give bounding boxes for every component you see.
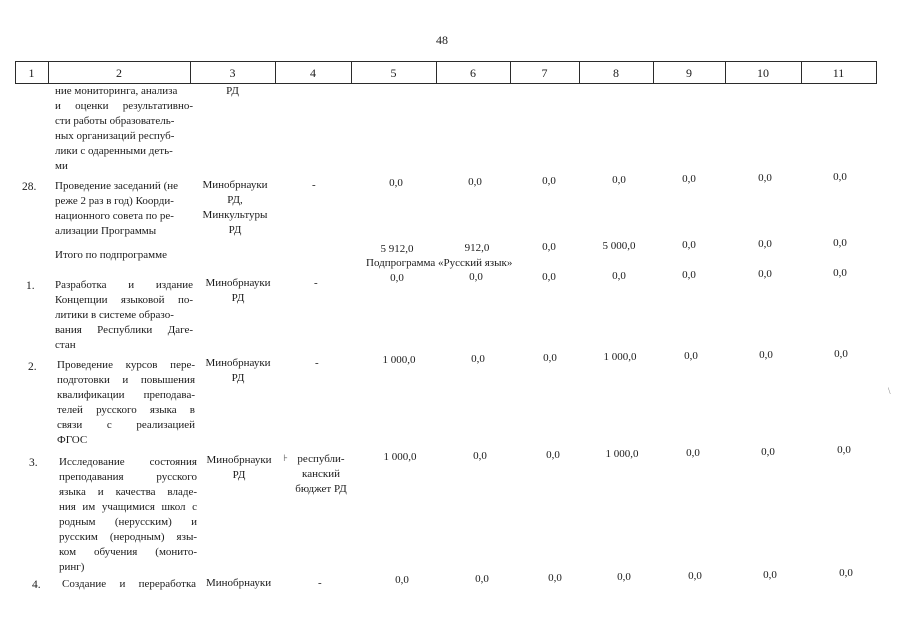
- executor-line: Минобрнауки: [205, 357, 271, 369]
- executor-line: РД,: [227, 194, 243, 206]
- header-top-rule: [15, 61, 877, 62]
- source-cell: -: [318, 577, 322, 589]
- description-line: подготовки и повышения: [57, 374, 195, 386]
- row-description: [57, 358, 195, 448]
- description-line: Проведение заседаний (не: [55, 180, 178, 192]
- description-line: ние мониторинга, анализа: [55, 85, 178, 97]
- value-cell: 0,0: [686, 447, 700, 459]
- description-line: ализации Программы: [55, 225, 157, 237]
- row-number: 28.: [22, 181, 37, 193]
- value-cell: 5 000,0: [602, 240, 636, 252]
- executor-line: РД: [232, 469, 246, 481]
- value-cell: 0,0: [543, 352, 557, 364]
- description-line: квалификации преподава-: [57, 389, 195, 401]
- row-executor: Минобрнауки: [206, 577, 272, 589]
- value-cell: 0,0: [833, 171, 847, 183]
- value-cell: 0,0: [758, 268, 772, 280]
- subprogram-heading: Подпрограмма «Русский язык»: [366, 257, 513, 269]
- value-cell: 0,0: [839, 567, 853, 579]
- row-number: 3.: [29, 457, 38, 469]
- column-header: 1: [28, 66, 35, 80]
- value-cell: 0,0: [612, 270, 626, 282]
- value-cell: 0,0: [682, 173, 696, 185]
- row-description: Создание и переработка: [62, 578, 196, 590]
- row-executor: [199, 453, 279, 483]
- column-header: 4: [310, 66, 316, 80]
- value-cell: 0,0: [761, 446, 775, 458]
- description-line: ми: [55, 160, 68, 172]
- row-number: 2.: [28, 361, 37, 373]
- description-line: реже 2 раз в год) Коорди-: [55, 195, 174, 207]
- source-line: бюджет РД: [295, 483, 347, 495]
- value-cell: 0,0: [758, 172, 772, 184]
- value-cell: 0,0: [548, 572, 562, 584]
- value-cell: 5 912,0: [380, 243, 414, 255]
- row-description: [59, 455, 197, 575]
- value-cell: 0,0: [837, 444, 851, 456]
- description-line: связи с реализацией: [57, 419, 195, 431]
- source-line: канский: [302, 468, 340, 480]
- executor-line: РД: [231, 372, 245, 384]
- value-cell: 0,0: [758, 238, 772, 250]
- description-line: Разработка и издание: [55, 279, 193, 291]
- description-line: и оценки результативно-: [55, 100, 193, 112]
- executor-line: Минобрнауки: [202, 179, 268, 191]
- value-cell: 0,0: [833, 267, 847, 279]
- source-cell: -: [315, 357, 319, 369]
- description-line: русским (неродным) язы-: [59, 531, 197, 543]
- value-cell: 0,0: [682, 269, 696, 281]
- row-executor: [198, 276, 278, 306]
- continued-row-description: [55, 84, 193, 174]
- column-header: 9: [686, 66, 692, 80]
- value-cell: 0,0: [389, 177, 403, 189]
- description-line: стан: [55, 339, 76, 351]
- executor-line: Минобрнауки: [206, 454, 272, 466]
- value-cell: 0,0: [546, 449, 560, 461]
- value-cell: 0,0: [682, 239, 696, 251]
- source-cell: -: [312, 179, 316, 191]
- executor-line: Минобрнауки: [205, 277, 271, 289]
- column-header: 3: [229, 66, 236, 80]
- source-line: республи-: [297, 453, 345, 465]
- value-cell: 0,0: [834, 348, 848, 360]
- column-header: 5: [390, 66, 397, 80]
- column-header: 7: [541, 66, 548, 80]
- continued-row-executor: [190, 84, 275, 99]
- source-cell: -: [314, 277, 318, 289]
- value-cell: 0,0: [469, 271, 483, 283]
- row-source: [285, 452, 357, 497]
- row-number: 1.: [26, 280, 35, 292]
- description-line: Проведение курсов пере-: [57, 359, 195, 371]
- description-line: преподавания русского: [59, 471, 197, 483]
- value-cell: 0,0: [471, 353, 485, 365]
- value-cell: 0,0: [475, 573, 489, 585]
- description-line: ФГОС: [57, 434, 88, 446]
- column-header: 6: [470, 66, 476, 80]
- executor-line: РД: [228, 224, 242, 236]
- value-cell: 0,0: [390, 272, 404, 284]
- description-line: языка и качества владе-: [59, 486, 197, 498]
- value-cell: 1 000,0: [383, 451, 417, 463]
- value-cell: 0,0: [542, 175, 556, 187]
- column-header: 2: [116, 66, 122, 80]
- value-cell: 1 000,0: [603, 351, 637, 363]
- row-number: 4.: [32, 579, 41, 591]
- value-cell: 912,0: [464, 242, 490, 254]
- description-line: телей русского языка в: [57, 404, 195, 416]
- value-cell: 0,0: [473, 450, 487, 462]
- page-number: 48: [436, 33, 448, 47]
- description-line: литики в системе образо-: [55, 309, 174, 321]
- header-separator: [876, 61, 877, 83]
- executor-line: РД: [231, 292, 245, 304]
- column-header: 10: [757, 66, 769, 80]
- value-cell: 0,0: [617, 571, 631, 583]
- executor-line: Минкультуры: [202, 209, 268, 221]
- row-executor: [198, 356, 278, 386]
- description-line: ния им учащимися школ с: [59, 501, 197, 513]
- value-cell: 0,0: [468, 176, 482, 188]
- description-line: родным (нерусским) и: [59, 516, 197, 528]
- column-header: 8: [613, 66, 619, 80]
- value-cell: 1 000,0: [382, 354, 416, 366]
- description-line: сти работы образователь-: [55, 115, 175, 127]
- row-description: [55, 278, 193, 353]
- description-line: ных организаций респуб-: [55, 130, 175, 142]
- description-line: ком обучения (монито-: [59, 546, 197, 558]
- executor-line: РД: [226, 85, 239, 97]
- value-cell: 0,0: [759, 349, 773, 361]
- scan-speck: \: [888, 386, 891, 396]
- row-executor: [195, 178, 275, 238]
- description-line: ринг): [59, 561, 85, 573]
- description-line: национного совета по ре-: [55, 210, 174, 222]
- value-cell: 0,0: [542, 271, 556, 283]
- value-cell: 0,0: [612, 174, 626, 186]
- description-line: лики с одаренными деть-: [55, 145, 173, 157]
- description-line: вания Республики Даге-: [55, 324, 193, 336]
- value-cell: 0,0: [833, 237, 847, 249]
- value-cell: 0,0: [763, 569, 777, 581]
- value-cell: 0,0: [684, 350, 698, 362]
- value-cell: 0,0: [395, 574, 409, 586]
- subtotal-label: Итого по подпрограмме: [55, 249, 167, 261]
- value-cell: 0,0: [688, 570, 702, 582]
- description-line: Исследование состояния: [59, 456, 197, 468]
- row-description: [55, 179, 193, 239]
- description-line: Концепции языковой по-: [55, 294, 193, 306]
- scan-speck: ⊦: [283, 453, 289, 463]
- column-header: 11: [832, 66, 845, 80]
- value-cell: 0,0: [542, 241, 556, 253]
- value-cell: 1 000,0: [605, 448, 639, 460]
